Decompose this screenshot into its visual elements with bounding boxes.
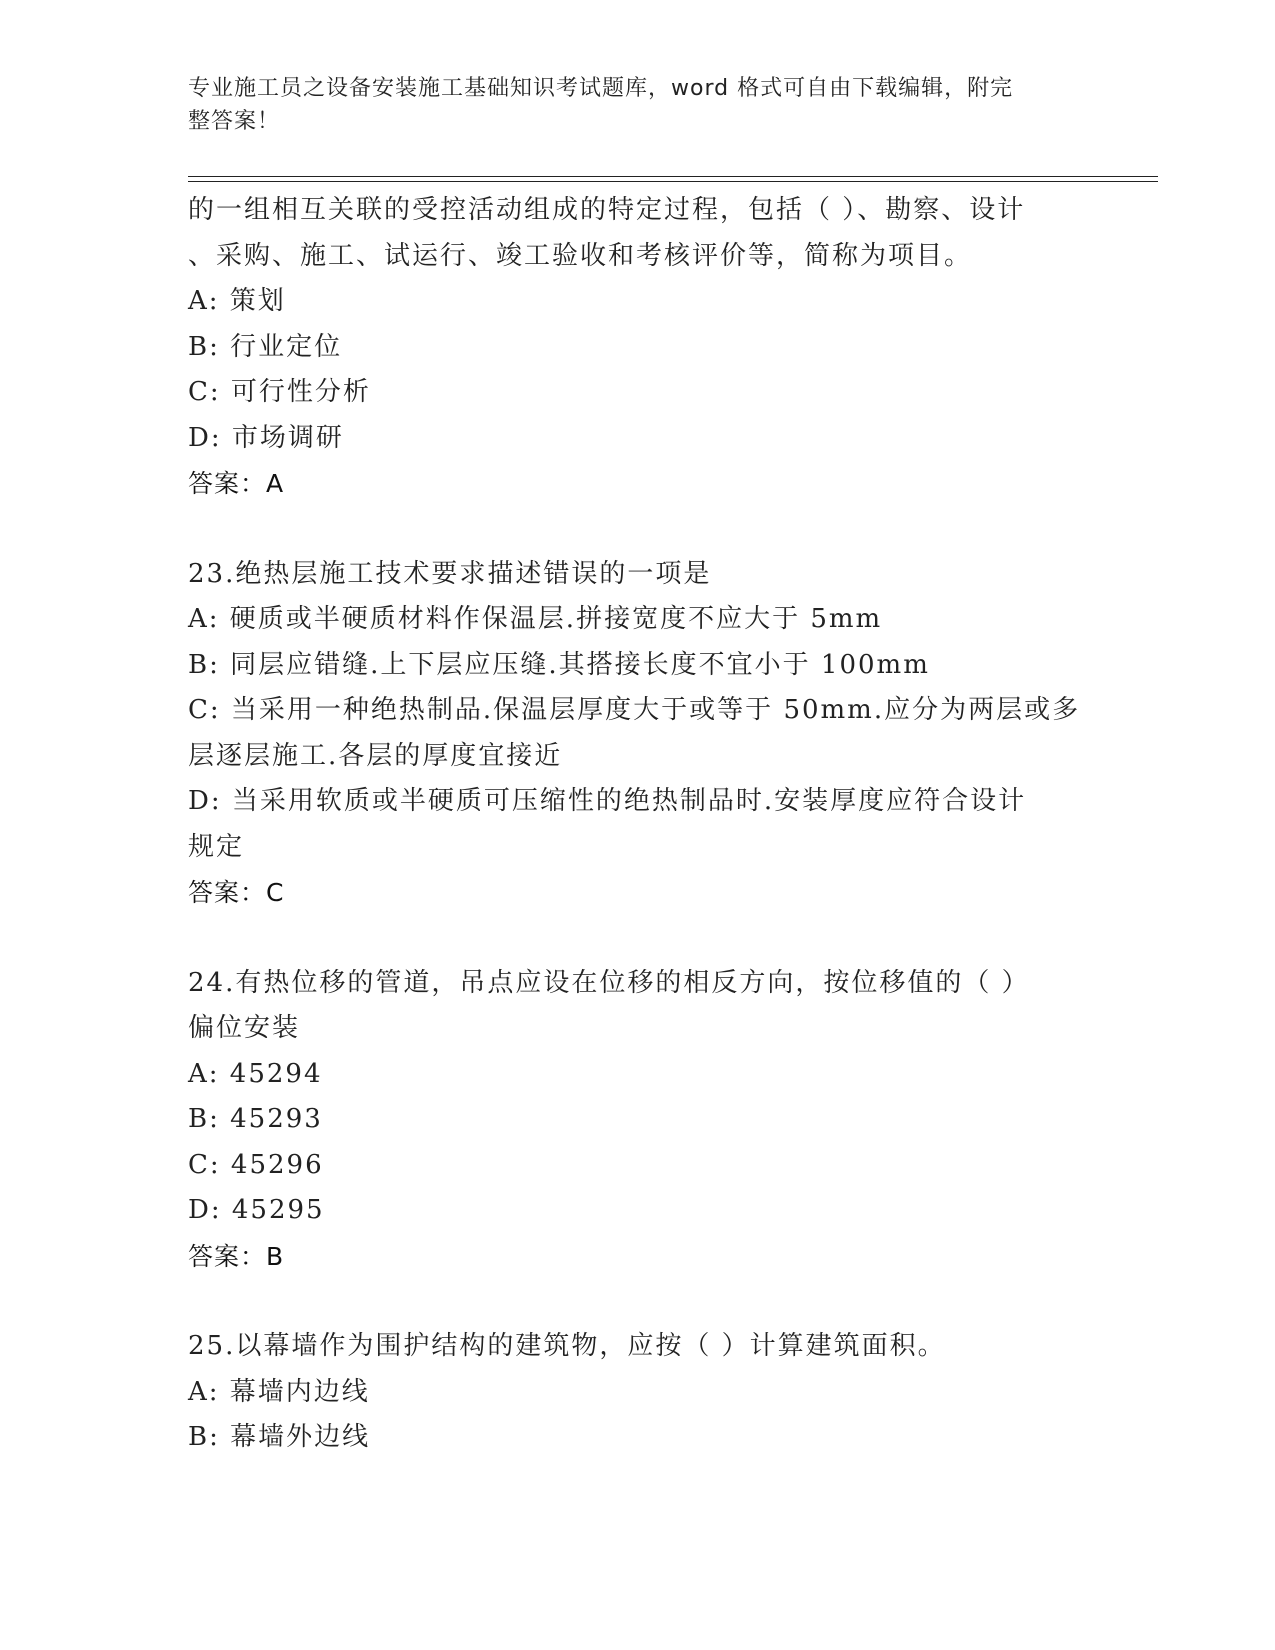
option-d: D: 市场调研 (188, 422, 344, 453)
option-b: B: 45293 (188, 1104, 323, 1134)
question-stem: 24.有热位移的管道，吊点应设在位移的相反方向，按位移值的（ ） (188, 967, 1030, 998)
question-23 (188, 552, 1088, 916)
option-b: B: 同层应错缝.上下层应压缝.其搭接长度不宜小于 100mm (188, 649, 930, 680)
question-stem: 25.以幕墙作为围护结构的建筑物，应按（ ）计算建筑面积。 (188, 1331, 946, 1361)
option-b: B: 幕墙外边线 (188, 1422, 371, 1452)
question-stem: 偏位安装 (188, 1013, 301, 1043)
header-divider-top (188, 176, 1158, 177)
question-stem: 、采购、施工、试运行、竣工验收和考核评价等，简称为项目。 (188, 240, 973, 271)
question-content (188, 188, 1088, 1461)
question-22 (188, 188, 1088, 507)
question-stem: 23.绝热层施工技术要求描述错误的一项是 (188, 558, 712, 589)
header-divider-bottom (188, 181, 1158, 182)
question-stem: 的一组相互关联的受控活动组成的特定过程，包括（ ）、勘察、设计 (188, 195, 1026, 225)
header-line-1: 专业施工员之设备安装施工基础知识考试题库，word 格式可自由下载编辑，附完 (188, 76, 1014, 101)
option-d-continued: 规定 (188, 831, 245, 862)
option-c: C: 45296 (188, 1149, 324, 1180)
option-b: B: 行业定位 (188, 331, 343, 362)
question-24 (188, 961, 1088, 1280)
document-header (188, 72, 1068, 138)
question-25 (188, 1324, 1088, 1461)
answer-line: 答案：B (188, 1241, 285, 1271)
option-a: A: 硬质或半硬质材料作保温层.拼接宽度不应大于 5mm (188, 604, 883, 634)
answer-line: 答案：A (188, 469, 285, 498)
option-c: C: 当采用一种绝热制品.保温层厚度大于或等于 50mm.应分为两层或多 (188, 695, 1081, 725)
option-c-continued: 层逐层施工.各层的厚度宜接近 (188, 740, 563, 771)
option-a: A: 幕墙内边线 (188, 1376, 370, 1407)
option-d: D: 45295 (188, 1195, 325, 1225)
header-line-2: 整答案！ (188, 109, 281, 134)
option-c: C: 可行性分析 (188, 377, 371, 407)
option-a: A: 45294 (188, 1058, 323, 1089)
option-d: D: 当采用软质或半硬质可压缩性的绝热制品时.安装厚度应符合设计 (188, 786, 1027, 816)
answer-line: 答案：C (188, 878, 285, 907)
option-a: A: 策划 (188, 286, 286, 316)
